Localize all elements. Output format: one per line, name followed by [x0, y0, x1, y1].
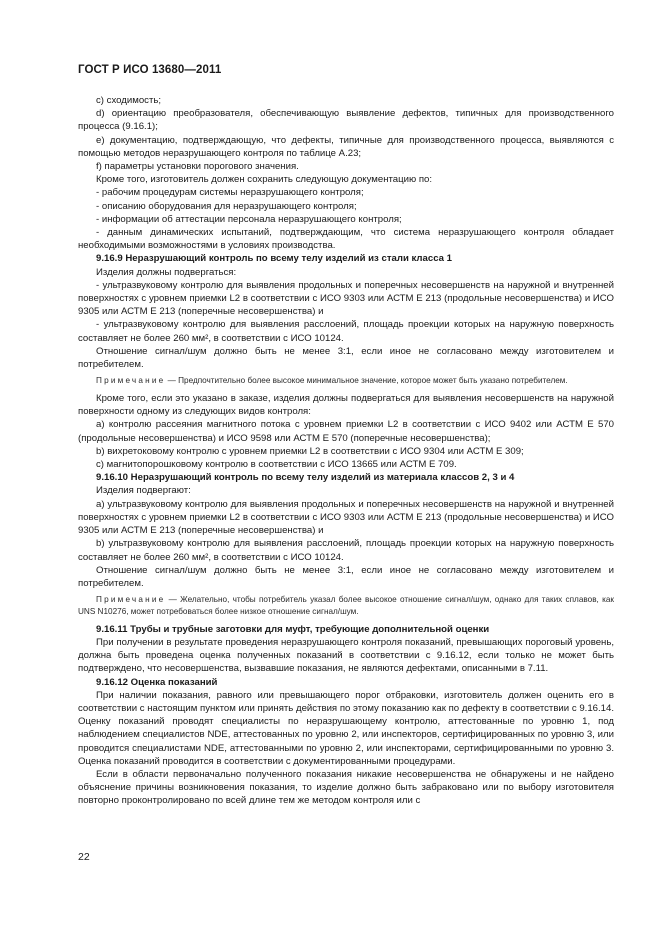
note-9-16-10	[78, 594, 614, 618]
keep-docs-item: - данным динамических испытаний, подтверждающим, что система неразрушающего контроля обладает необходимыми возможностями в условиях производства.	[78, 227, 614, 252]
extra-control-item-c: с) магнитопорошковому контролю в соответствии с ИСО 13665 или АСТМ Е 709.	[96, 459, 457, 471]
note-label: Примечание	[96, 595, 166, 605]
page-number: 22	[78, 851, 90, 863]
section-heading-9-16-10: 9.16.10 Неразрушающий контроль по всему телу изделий из материала классов 2, 3 и 4	[96, 472, 515, 484]
section-item-b: b) ультразвуковому контролю для выявления расслоений, площадь проекции которых на наружную поверхность составляет не более 260 мм², в соответствии с ИСО 10124.	[78, 538, 614, 563]
section-item: - ультразвуковому контролю для выявления расслоений, площадь проекции которых на наружную поверхность составляет не более 260 мм², в соответствии с ИСО 10124.	[78, 319, 614, 344]
keep-docs-item: - описанию оборудования для неразрушающего контроля;	[96, 200, 357, 212]
extra-control-intro: Кроме того, если это указано в заказе, изделия должны подвергаться для выявления несовершенств на наружной поверхности одному из следующих видов контроля:	[78, 393, 614, 418]
section-text: При наличии показания, равного или превышающего порог отбраковки, изготовитель должен оценить его в соответствии с настоящим пунктом или принять действия по этому показанию как по дефекту в соответствии с 9.16.14. Оценку показаний проводят специалисты по неразрушающему контролю, аттестованные по уровню 1, под наблюдением специалистов NDE, аттестованных по уровню 2, или инспекторов, сертифицированных по уровню 3, или проводится специалистами NDE, аттестованными по уровню 2, или инспекторами, сертифицированными по уровню 3. Оценка показаний проводится в соответствии с документированными процедурами.	[78, 689, 614, 767]
section-heading-9-16-12: 9.16.12 Оценка показаний	[96, 676, 218, 688]
keep-docs-intro: Кроме того, изготовитель должен сохранить следующую документацию по:	[96, 174, 433, 186]
list-item-f: f) параметры установки порогового значения.	[96, 161, 299, 173]
section-text: Если в области первоначально полученного показания никакие несовершенства не обнаружены и не найдено объяснение причины возникновения показания, то изделие должно быть забраковано или по выбору изготовителя повторно проконтролировано по всей длине тем же методом контроля или с	[78, 768, 614, 807]
note-label: Примечание	[96, 376, 166, 386]
keep-docs-item: - рабочим процедурам системы неразрушающего контроля;	[96, 187, 364, 199]
extra-control-item-a: а) контролю рассеяния магнитного потока с уровнем приемки L2 в соответствии с ИСО 9402 или АСТМ Е 570 (продольные несовершенства) и ИСО 9598 или АСТМ Е 570 (поперечные несовершенства);	[78, 419, 614, 444]
section-heading-9-16-9: 9.16.9 Неразрушающий контроль по всему телу изделий из стали класса 1	[96, 253, 452, 265]
section-heading-9-16-11: 9.16.11 Трубы и трубные заготовки для муфт, требующие дополнительной оценки	[96, 623, 490, 635]
snr-requirement: Отношение сигнал/шум должно быть не менее 3:1, если иное не согласовано между изготовителем и потребителем.	[78, 345, 614, 371]
section-intro: Изделия подвергают:	[96, 485, 191, 497]
note-9-16-9	[78, 375, 614, 387]
page-body	[78, 94, 614, 808]
section-item: - ультразвуковому контролю для выявления продольных и поперечных несовершенств на наружной и внутренней поверхностях с уровнем приемки L2 в соответствии с ИСО 9303 или АСТМ Е 213 (продольные несовершенства) и ИСО 9305 или АСТМ Е 213 (поперечные несовершенства) и	[78, 279, 614, 318]
snr-requirement: Отношение сигнал/шум должно быть не менее 3:1, если иное не согласовано между изготовителем и потребителем.	[78, 564, 614, 589]
note-text: — Желательно, чтобы потребитель указал более высокое отношение сигнал/шум, однако для таких сплавов, как UNS N10276, может потребоваться более низкое отношение сигнал/шум.	[78, 595, 614, 616]
extra-control-item-b: b) вихретоковому контролю с уровнем приемки L2 в соответствии с ИСО 9304 или АСТМ Е 309;	[96, 445, 524, 457]
keep-docs-item: - информации об аттестации персонала неразрушающего контроля;	[96, 213, 402, 225]
section-intro: Изделия должны подвергаться:	[96, 266, 237, 278]
list-item-c: с) сходимость;	[96, 95, 162, 106]
list-item-e: е) документацию, подтверждающую, что дефекты, типичные для производственного процесса, выявляются с помощью методов неразрушающего контроля по таблице А.23;	[78, 134, 614, 159]
list-item-d: d) ориентацию преобразователя, обеспечивающую выявление дефектов, типичных для производственного процесса (9.16.1);	[78, 108, 614, 133]
document-header: ГОСТ Р ИСО 13680—2011	[78, 64, 222, 76]
section-item-a: а) ультразвуковому контролю для выявления продольных и поперечных несовершенств на наружной и внутренней поверхностях с уровнем приемки L2 в соответствии с ИСО 9303 или АСТМ Е 213 (продольные несовершенства) и ИСО 9305 или АСТМ Е 213 (поперечные несовершенства) и	[78, 498, 614, 537]
note-text: — Предпочтительно более высокое минимальное значение, которое может быть указано потребителем.	[165, 376, 568, 386]
section-text: При получении в результате проведения неразрушающего контроля показаний, превышающих пороговый уровень, должна быть проведена оценка полученных показаний в соответствии с 9.16.12, если только не может быть подтверждено, что несовершенства, вызвавшие показания, не являются дефектами, описанными в 7.11.	[78, 636, 614, 675]
